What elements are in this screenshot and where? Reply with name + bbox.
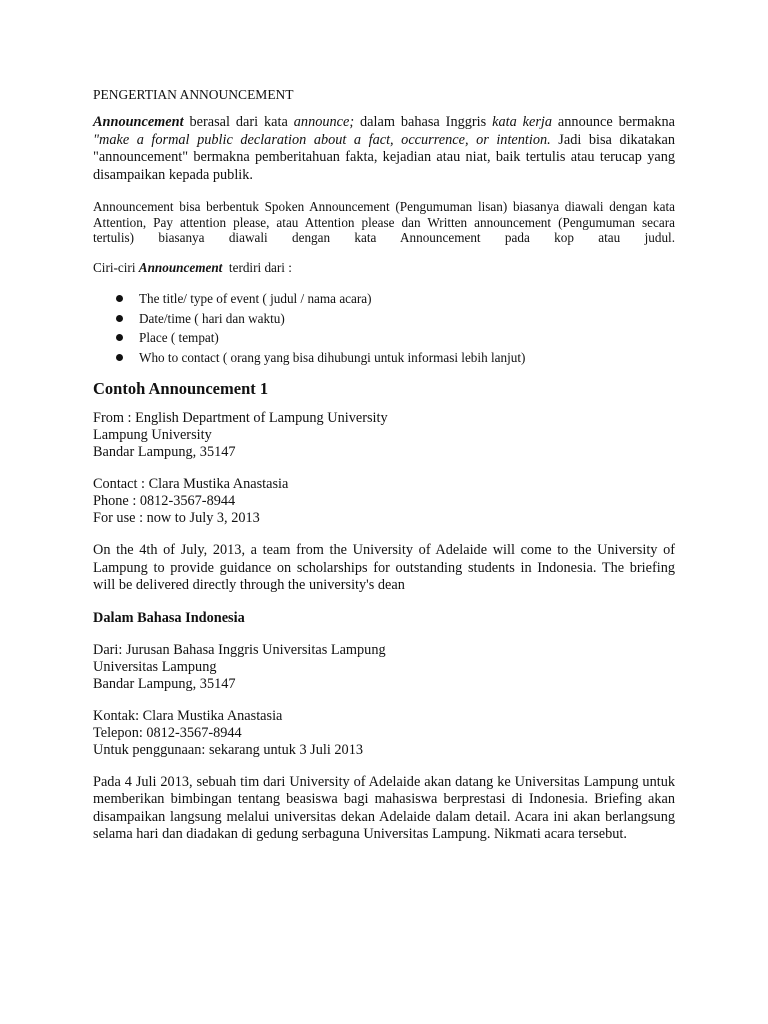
example-contact-block	[93, 476, 675, 527]
bullet-icon	[116, 354, 123, 361]
page-title: PENGERTIAN ANNOUNCEMENT	[93, 87, 294, 102]
intro-text-1: berasal dari kata	[183, 114, 294, 130]
indonesian-contact-line: Kontak: Clara Mustika Anastasia	[93, 707, 283, 724]
example-contact-line: For use : now to July 3, 2013	[93, 510, 260, 526]
example-contact-line: Phone : 0812-3567-8944	[93, 493, 236, 509]
list-item-text: Date/time ( hari dan waktu)	[139, 310, 285, 326]
bullet-icon	[116, 315, 123, 322]
intro-term: Announcement	[93, 114, 184, 130]
indonesian-heading: Dalam Bahasa Indonesia	[93, 609, 245, 626]
example-heading: Contoh Announcement 1	[93, 379, 269, 398]
bullet-icon	[116, 334, 123, 341]
list-item	[93, 328, 675, 348]
indonesian-from-line: Bandar Lampung, 35147	[93, 675, 236, 692]
list-item	[93, 309, 675, 329]
example-from-line: From : English Department of Lampung University	[93, 410, 388, 426]
document-page	[93, 86, 675, 859]
intro-text-3: announce bermakna	[552, 114, 675, 130]
indonesian-contact-line: Untuk penggunaan: sekarang untuk 3 Juli 2013	[93, 741, 364, 758]
characteristics-list	[93, 289, 675, 367]
intro-text-4: Jadi bisa dikatakan "announcement" bermakna pemberitahuan fakta, kejadian atau niat, baik tertulis atau terucap yang disampaikan kepada publik.	[93, 131, 676, 183]
indonesian-contact-line: Telepon: 0812-3567-8944	[93, 724, 242, 741]
intro-word-announce: announce;	[293, 114, 355, 130]
characteristics-term: Announcement	[138, 259, 223, 275]
example-from-line: Lampung University	[93, 427, 212, 443]
list-item-text: Who to contact ( orang yang bisa dihubungi untuk informasi lebih lanjut)	[139, 349, 526, 365]
bullet-icon	[116, 295, 123, 302]
intro-paragraph	[93, 114, 675, 184]
indonesian-from-block	[93, 642, 675, 693]
example-body: On the 4th of July, 2013, a team from the University of Adelaide will come to the University of Lampung to provide guidance on scholarships for outstanding students in Indonesia. The briefing will be delivered directly through the university's dean	[93, 542, 675, 593]
indonesian-contact-block	[93, 708, 675, 759]
intro-text-2: dalam bahasa Inggris	[354, 114, 493, 130]
example-contact-line: Contact : Clara Mustika Anastasia	[93, 476, 289, 492]
characteristics-line	[93, 260, 675, 276]
list-item-text: Place ( tempat)	[139, 330, 219, 345]
example-from-line: Bandar Lampung, 35147	[93, 444, 236, 460]
list-item	[93, 289, 675, 309]
list-item	[93, 348, 675, 368]
characteristics-suffix: terdiri dari :	[222, 259, 292, 275]
list-item-text: The title/ type of event ( judul / nama acara)	[139, 291, 372, 306]
forms-paragraph: Announcement bisa berbentuk Spoken Announcement (Pengumuman lisan) biasanya diawali dengan kata Attention, Pay attention please, atau Attention please dan Written announcement (Pengumuman secara tertulis) biasanya diawali dengan kata Announcement pada kop atau judul.	[93, 199, 675, 245]
characteristics-prefix: Ciri-ciri	[93, 259, 139, 275]
intro-quote: "make a formal public declaration about a fact, occurrence, or intention.	[93, 131, 551, 148]
example-from-block	[93, 410, 675, 461]
indonesian-from-line: Universitas Lampung	[93, 658, 217, 675]
indonesian-body: Pada 4 Juli 2013, sebuah tim dari University of Adelaide akan datang ke Universitas Lampung untuk memberikan bimbingan tentang beasiswa bagi mahasiswa berprestasi di Indonesia. Briefing akan disampaikan langsung melalui universitas dekan Adelaide dalam detail. Acara ini akan berlangsung selama hari dan diadakan di gedung serbaguna Universitas Lampung. Nikmati acara tersebut.	[93, 773, 675, 842]
intro-kata-kerja: kata kerja	[492, 114, 553, 130]
indonesian-from-line: Dari: Jurusan Bahasa Inggris Universitas Lampung	[93, 641, 386, 658]
